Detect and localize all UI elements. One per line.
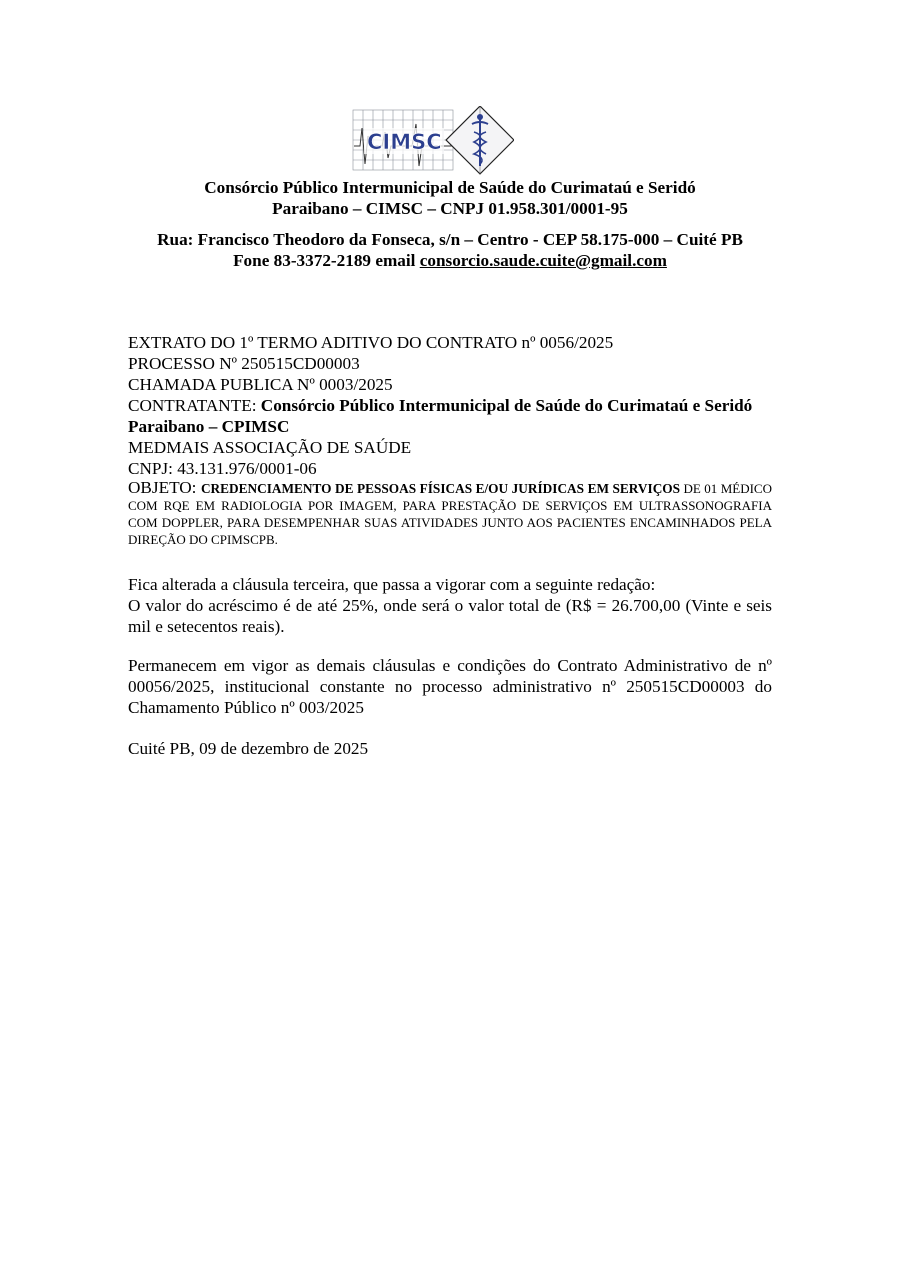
- organization-header: [0, 177, 900, 219]
- remaining-clauses-paragraph: Permanecem em vigor as demais cláusulas e condições do Contrato Administrativo de nº 00056/2025, institucional constante no processo administrativo nº 250515CD00003 do Chamamento Público nº 003/2025: [128, 656, 772, 717]
- process-number: PROCESSO Nº 250515CD00003: [128, 354, 360, 373]
- svg-text:CIMSC: CIMSC: [367, 130, 442, 154]
- email-link[interactable]: consorcio.saude.cuite@gmail.com: [419, 251, 667, 270]
- cimsc-logo: [352, 106, 514, 176]
- organization-contact: [0, 229, 900, 271]
- contractor: [128, 395, 772, 437]
- phone-text: Fone 83-3372-2189 email: [233, 251, 420, 270]
- organization-name-line1: Consórcio Público Intermunicipal de Saúde do Curimataú e Seridó: [204, 178, 696, 197]
- extract-title: EXTRATO DO 1º TERMO ADITIVO DO CONTRATO nº 0056/2025: [128, 333, 614, 352]
- organization-address: Rua: Francisco Theodoro da Fonseca, s/n – Centro - CEP 58.175-000 – Cuité PB: [157, 230, 743, 249]
- organization-name-line2: Paraibano – CIMSC – CNPJ 01.958.301/0001-95: [272, 199, 628, 218]
- contractor-name: Consórcio Público Intermunicipal de Saúde do Curimataú e Seridó Paraibano – CPIMSC: [128, 396, 753, 436]
- contracted-party: MEDMAIS ASSOCIAÇÃO DE SAÚDE: [128, 438, 412, 457]
- extract-details: [128, 332, 772, 548]
- object-text: DE 01 MÉDICO COM RQE EM RADIOLOGIA POR IMAGEM, PARA PRESTAÇÃO DE SERVIÇOS EM ULTRASSONOGRAFIA COM DOPPLER, PARA DESEMPENHAR SUAS ATIVIDADES JUNTO AOS PACIENTES ENCAMINHADOS PELA DIREÇÃO DO CPIMSCPB.: [128, 481, 772, 547]
- clause-intro: Fica alterada a cláusula terceira, que passa a vigorar com a seguinte redação:: [128, 575, 656, 594]
- contractor-label: CONTRATANTE:: [128, 396, 261, 415]
- public-call-number: CHAMADA PUBLICA Nº 0003/2025: [128, 375, 393, 394]
- clause-value: O valor do acréscimo é de até 25%, onde será o valor total de (R$ = 26.700,00 (Vinte e seis mil e setecentos reais).: [128, 596, 772, 636]
- date-line: Cuité PB, 09 de dezembro de 2025: [128, 739, 369, 758]
- clause-paragraph: [128, 574, 772, 637]
- contract-object: [128, 479, 772, 548]
- organization-phone-email: [0, 250, 900, 271]
- object-bold-text: CREDENCIAMENTO DE PESSOAS FÍSICAS E/OU JURÍDICAS EM SERVIÇOS: [200, 481, 681, 496]
- object-label: OBJETO:: [128, 478, 201, 497]
- contracted-cnpj: CNPJ: 43.131.976/0001-06: [128, 459, 317, 478]
